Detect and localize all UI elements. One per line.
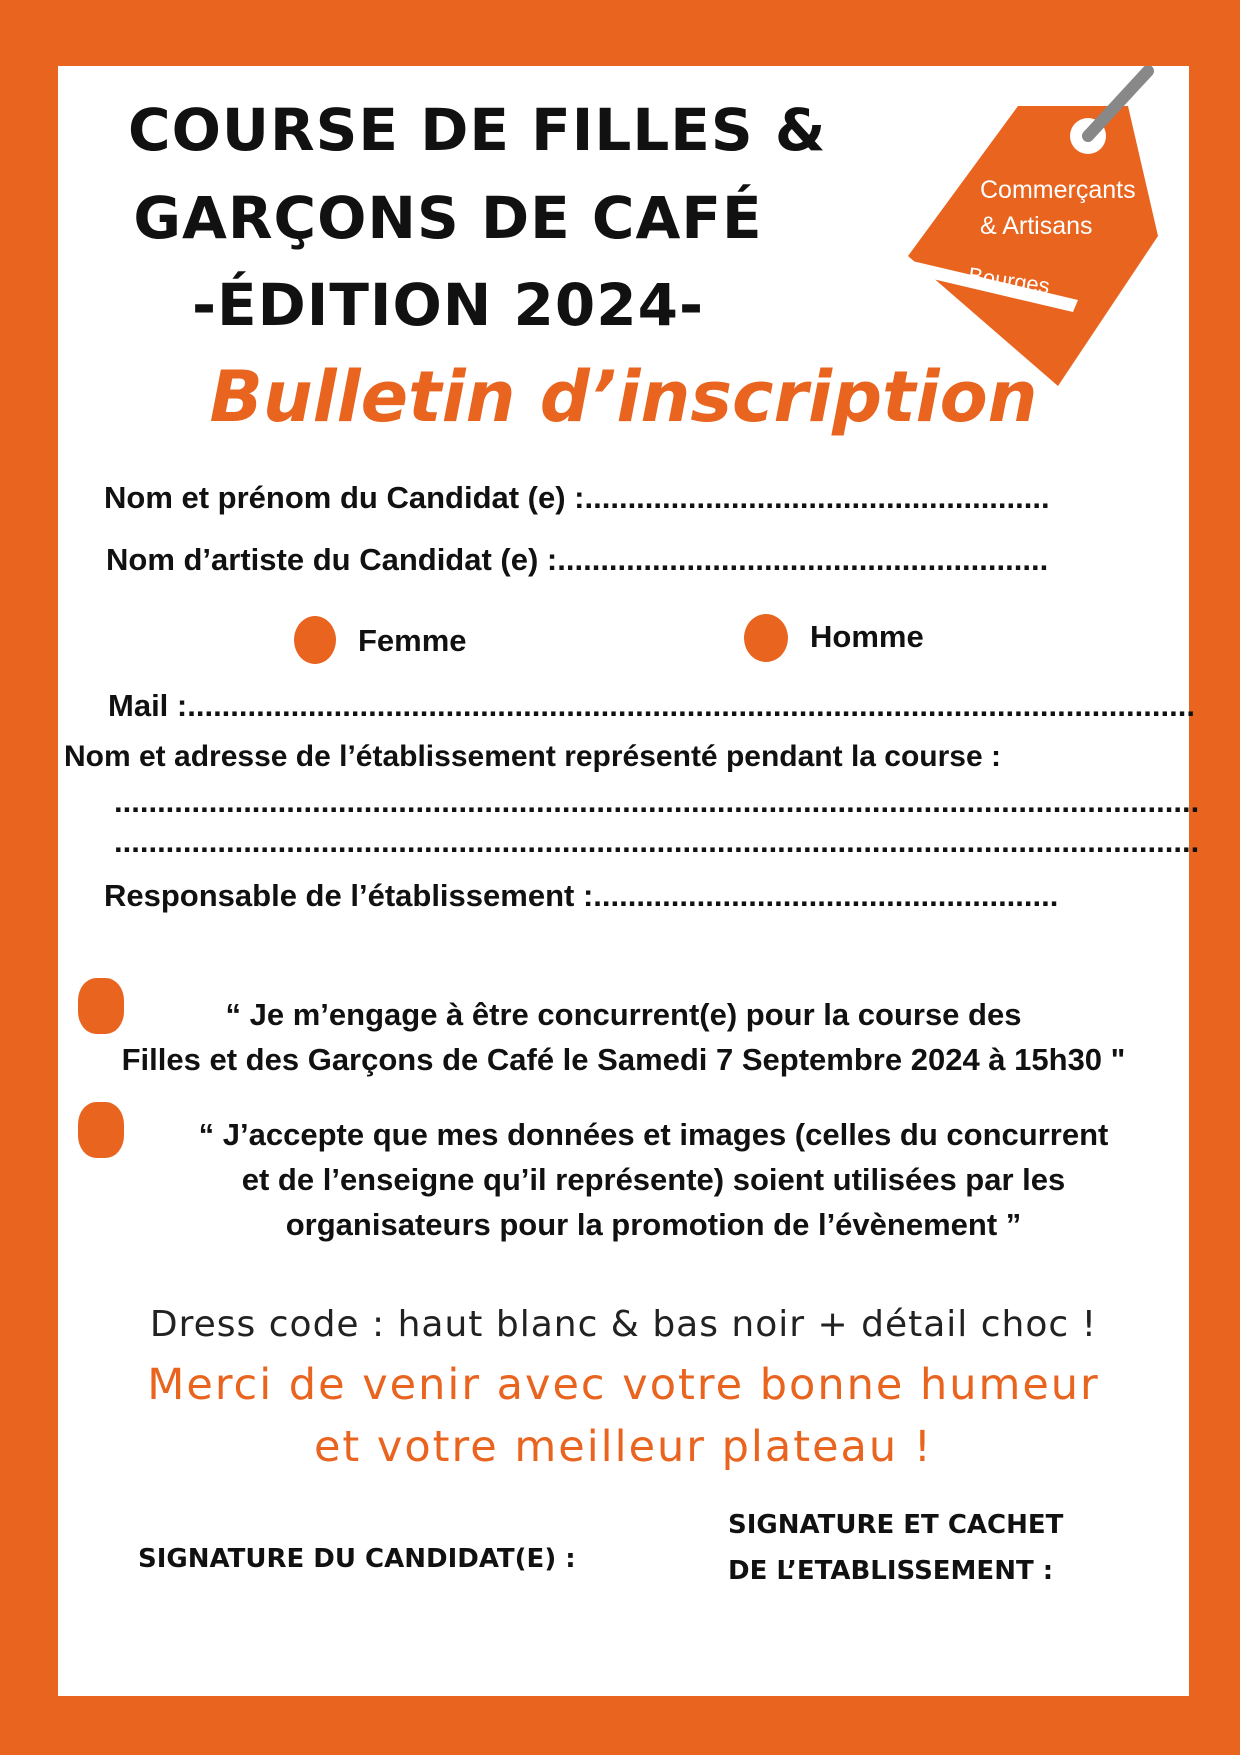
title-line-3: -ÉDITION 2024- — [191, 271, 705, 339]
title-line-1: COURSE DE FILLES & — [128, 96, 827, 164]
commitment-statement — [58, 992, 1189, 1082]
establishment-label: Nom et adresse de l’établissement représenté pendant la course : — [64, 740, 1002, 773]
commitment-line-1: “ Je m’engage à être concurrent(e) pour la course des — [225, 997, 1022, 1032]
commercants-artisans-logo — [898, 66, 1188, 386]
thanks-message — [58, 1354, 1189, 1478]
title-line-2: GARÇONS DE CAFÉ — [133, 184, 763, 252]
data-consent-line-1: “ J’accepte que mes données et images (celles du concurrent — [198, 1117, 1109, 1152]
artist-name-label: Nom d’artiste du Candidat (e) : — [106, 542, 558, 577]
thanks-line-2: et votre meilleur plateau ! — [313, 1422, 934, 1472]
logo-city: Bourges — [966, 262, 1052, 299]
logo-line-1: Commerçants — [980, 176, 1136, 204]
artist-name-input-line[interactable]: ......................................................... — [557, 542, 1049, 577]
manager-label: Responsable de l’établissement : — [104, 878, 594, 913]
data-consent-line-3: organisateurs pour la promotion de l’évènement ” — [285, 1207, 1022, 1242]
signature-establishment-label — [728, 1502, 1064, 1594]
mail-field[interactable] — [108, 688, 1195, 724]
mail-input-line[interactable]: ..................................................................................................................... — [187, 688, 1195, 723]
mail-label: Mail : — [108, 688, 188, 723]
manager-field[interactable] — [104, 878, 1058, 914]
establishment-input-line-2[interactable]: .............................................................................................................................. — [114, 824, 1200, 859]
manager-input-line[interactable]: ...................................................... — [593, 878, 1059, 913]
femme-radio[interactable] — [294, 616, 336, 664]
candidate-name-field[interactable] — [104, 480, 1050, 516]
commitment-line-2: Filles et des Garçons de Café le Samedi 7 Septembre 2024 à 15h30 " — [121, 1042, 1126, 1077]
dress-code: Dress code : haut blanc & bas noir + détail choc ! — [149, 1304, 1098, 1345]
establishment-input-line-1[interactable]: .............................................................................................................................. — [114, 784, 1200, 819]
subtitle: Bulletin d’inscription — [209, 356, 1038, 438]
homme-label: Homme — [810, 619, 924, 654]
artist-name-field[interactable] — [106, 542, 1048, 578]
femme-label: Femme — [358, 623, 467, 658]
signature-candidate-label: SIGNATURE DU CANDIDAT(E) : — [138, 1544, 576, 1574]
homme-radio[interactable] — [744, 614, 788, 662]
signature-establishment-line-1: SIGNATURE ET CACHET — [728, 1510, 1064, 1540]
form-sheet — [58, 66, 1200, 1696]
thanks-line-1: Merci de venir avec votre bonne humeur — [147, 1360, 1100, 1410]
data-consent-statement — [118, 1112, 1189, 1247]
signature-establishment-line-2: DE L’ETABLISSEMENT : — [728, 1556, 1054, 1586]
logo-line-2: & Artisans — [980, 212, 1093, 240]
candidate-name-label: Nom et prénom du Candidat (e) : — [104, 480, 585, 515]
candidate-name-input-line[interactable]: ...................................................... — [584, 480, 1050, 515]
data-consent-line-2: et de l’enseigne qu’il représente) soient utilisées par les — [241, 1162, 1066, 1197]
